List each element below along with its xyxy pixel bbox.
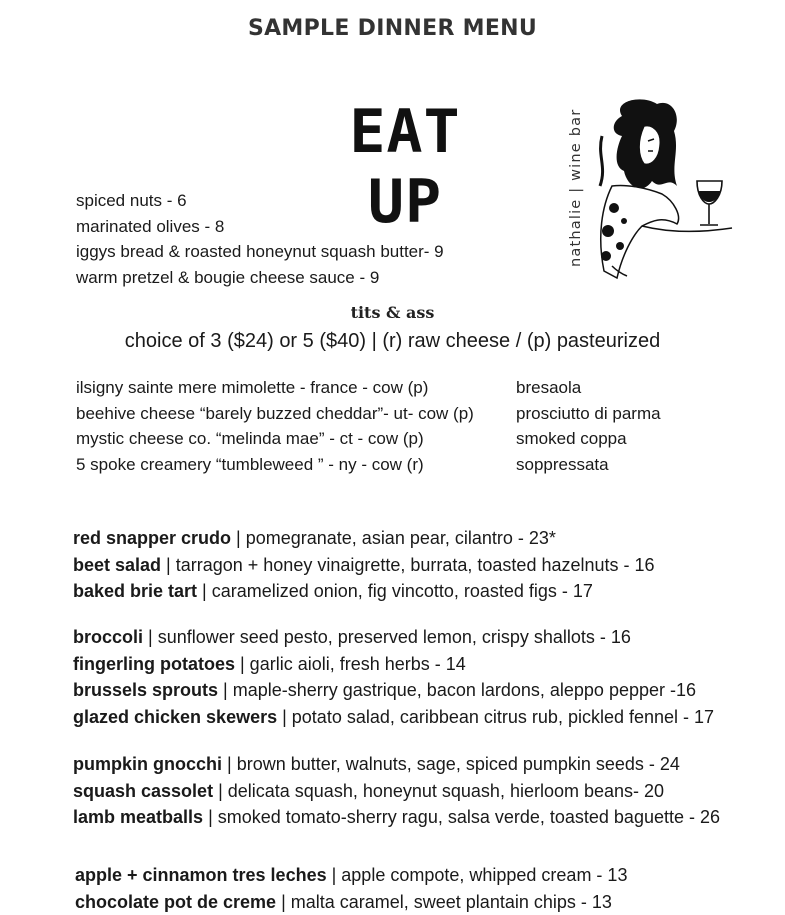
dish-name: glazed chicken skewers	[73, 707, 277, 727]
dish-item	[73, 804, 720, 831]
dish-name: baked brie tart	[73, 581, 197, 601]
dish-item	[73, 552, 655, 579]
dish-description: | garlic aioli, fresh herbs - 14	[235, 654, 466, 674]
dish-name: chocolate pot de creme	[75, 892, 276, 912]
cheese-item: ilsigny sainte mere mimolette - france - cow (p)	[76, 375, 474, 401]
dish-name: lamb meatballs	[73, 807, 203, 827]
dish-description: | potato salad, caribbean citrus rub, pickled fennel - 17	[277, 707, 714, 727]
dish-item	[73, 778, 720, 805]
dish-description: | brown butter, walnuts, sage, spiced pumpkin seeds - 24	[222, 754, 680, 774]
meat-item: smoked coppa	[516, 426, 661, 452]
meat-item: soppressata	[516, 452, 661, 478]
logo: EAT UP	[300, 97, 510, 237]
dish-name: broccoli	[73, 627, 143, 647]
dish-name: red snapper crudo	[73, 528, 231, 548]
dish-name: beet salad	[73, 555, 161, 575]
dish-item	[75, 889, 627, 915]
dish-name: fingerling potatoes	[73, 654, 235, 674]
dish-description: | apple compote, whipped cream - 13	[327, 865, 628, 885]
dish-group-mains	[73, 751, 720, 831]
dish-description: | sunflower seed pesto, preserved lemon, crispy shallots - 16	[143, 627, 631, 647]
dish-group-desserts	[75, 862, 627, 915]
dish-item	[73, 704, 714, 731]
meat-item: prosciutto di parma	[516, 401, 661, 427]
dish-item	[73, 677, 714, 704]
cheese-item: mystic cheese co. “melinda mae” - ct - cow (p)	[76, 426, 474, 452]
snack-item: warm pretzel & bougie cheese sauce - 9	[76, 265, 444, 291]
dish-name: brussels sprouts	[73, 680, 218, 700]
dish-name: pumpkin gnocchi	[73, 754, 222, 774]
cheese-item: 5 spoke creamery “tumbleweed ” - ny - cow (r)	[76, 452, 474, 478]
dish-description: | malta caramel, sweet plantain chips - 13	[276, 892, 612, 912]
cheese-list	[76, 375, 474, 477]
dish-item	[73, 624, 714, 651]
dish-description: | delicata squash, honeynut squash, hierloom beans- 20	[213, 781, 664, 801]
dish-item	[73, 751, 720, 778]
dish-description: | caramelized onion, fig vincotto, roasted figs - 17	[197, 581, 593, 601]
page-title: SAMPLE DINNER MENU	[0, 16, 785, 41]
dish-item	[73, 525, 655, 552]
dish-description: | tarragon + honey vinaigrette, burrata, toasted hazelnuts - 16	[161, 555, 654, 575]
dish-description: | maple-sherry gastrique, bacon lardons, aleppo pepper -16	[218, 680, 696, 700]
cheese-item: beehive cheese “barely buzzed cheddar”- ut- cow (p)	[76, 401, 474, 427]
dish-item	[73, 651, 714, 678]
dish-group-starters	[73, 525, 655, 605]
meat-item: bresaola	[516, 375, 661, 401]
snack-item: iggys bread & roasted honeynut squash butter- 9	[76, 239, 444, 265]
snack-item: spiced nuts - 6	[76, 188, 444, 214]
tagline: nathalie | wine bar	[568, 100, 588, 275]
board-heading: tits & ass	[0, 303, 785, 322]
dish-description: | pomegranate, asian pear, cilantro - 23*	[231, 528, 556, 548]
dish-name: apple + cinnamon tres leches	[75, 865, 327, 885]
snack-item: marinated olives - 8	[76, 214, 444, 240]
dish-name: squash cassolet	[73, 781, 213, 801]
dish-description: | smoked tomato-sherry ragu, salsa verde, toasted baguette - 26	[203, 807, 720, 827]
snacks-list	[76, 188, 444, 290]
woman-with-wine-illustration	[582, 96, 742, 286]
dish-item	[75, 862, 627, 889]
meat-list	[516, 375, 661, 477]
board-subheading: choice of 3 ($24) or 5 ($40) | (r) raw cheese / (p) pasteurized	[0, 330, 785, 353]
dish-item	[73, 578, 655, 605]
dish-group-vegetables	[73, 624, 714, 730]
